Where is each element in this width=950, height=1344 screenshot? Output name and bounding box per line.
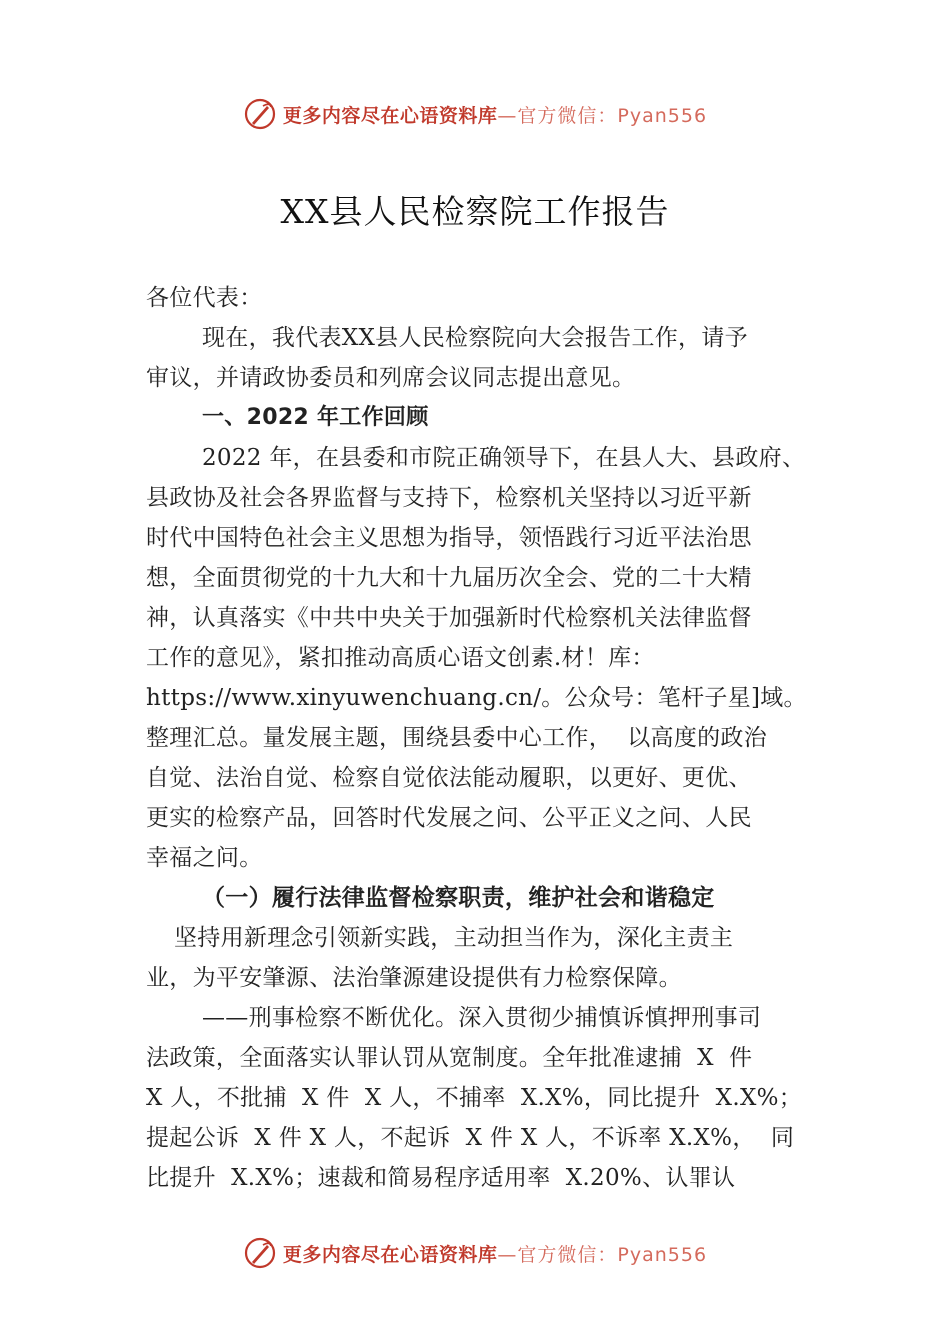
paragraph-line: 更实的检察产品，回答时代发展之问、公平正义之问、人民	[146, 805, 752, 831]
paragraph-line: 幸福之问。	[146, 845, 263, 871]
quill-pen-icon	[243, 97, 277, 131]
paragraph-line: 自觉、法治自觉、检察自觉依法能动履职，以更好、更优、	[146, 765, 752, 791]
paragraph-line: 坚持用新理念引领新实践，主动担当作为，深化主责主	[174, 925, 734, 951]
subsection-heading: （一）履行法律监督检察职责，维护社会和谐稳定	[202, 884, 715, 911]
paragraph-line: https://www.xinyuwenchuang.cn/。公众号：笔杆子星]域。	[146, 685, 807, 711]
banner-lead-text: 更多内容尽在心语资料库	[282, 1243, 498, 1266]
paragraph-line: 比提升 X.X%；速裁和简易程序适用率 X.20%、认罪认	[146, 1165, 736, 1191]
banner-tail-text: —官方微信：Pyan556	[497, 104, 708, 127]
paragraph-line: 提起公诉 X 件 X 人，不起诉 X 件 X 人，不诉率 X.X%， 同	[146, 1125, 795, 1151]
section-heading: 一、2022 年工作回顾	[202, 405, 429, 430]
header-watermark-banner	[0, 94, 950, 134]
paragraph-line: 工作的意见》，紧扣推动高质心语文创素.材！库：	[146, 645, 655, 671]
paragraph-line: 整理汇总。量发展主题，围绕县委中心工作， 以高度的政治	[146, 725, 768, 751]
footer-watermark-banner	[0, 1233, 950, 1273]
paragraph-line: 时代中国特色社会主义思想为指导，领悟践行习近平法治思	[146, 525, 752, 551]
document-title: XX县人民检察院工作报告	[280, 192, 670, 231]
salutation: 各位代表：	[146, 285, 263, 311]
paragraph-line: 现在，我代表XX县人民检察院向大会报告工作，请予	[202, 325, 748, 351]
paragraph-line: 业，为平安肇源、法治肇源建设提供有力检察保障。	[146, 965, 682, 991]
paragraph-line: X 人，不批捕 X 件 X 人，不捕率 X.X%，同比提升 X.X%；	[146, 1085, 803, 1111]
paragraph-line: 法政策，全面落实认罪认罚从宽制度。全年批准逮捕 X 件	[146, 1045, 753, 1071]
document-body	[146, 278, 826, 1198]
banner-lead-text: 更多内容尽在心语资料库	[282, 104, 498, 127]
quill-pen-icon	[243, 1236, 277, 1270]
paragraph-line: 想，全面贯彻党的十九大和十九届历次全会、党的二十大精	[146, 565, 752, 591]
banner-tail-text: —官方微信：Pyan556	[497, 1243, 708, 1266]
paragraph-line: 县政协及社会各界监督与支持下，检察机关坚持以习近平新	[146, 485, 752, 511]
paragraph-line: 2022 年，在县委和市院正确领导下，在县人大、县政府、	[202, 445, 806, 471]
paragraph-line: 神，认真落实《中共中央关于加强新时代检察机关法律监督	[146, 605, 752, 631]
paragraph-line: 审议，并请政协委员和列席会议同志提出意见。	[146, 365, 636, 391]
paragraph-line: ——刑事检察不断优化。深入贯彻少捕慎诉慎押刑事司	[202, 1005, 762, 1031]
